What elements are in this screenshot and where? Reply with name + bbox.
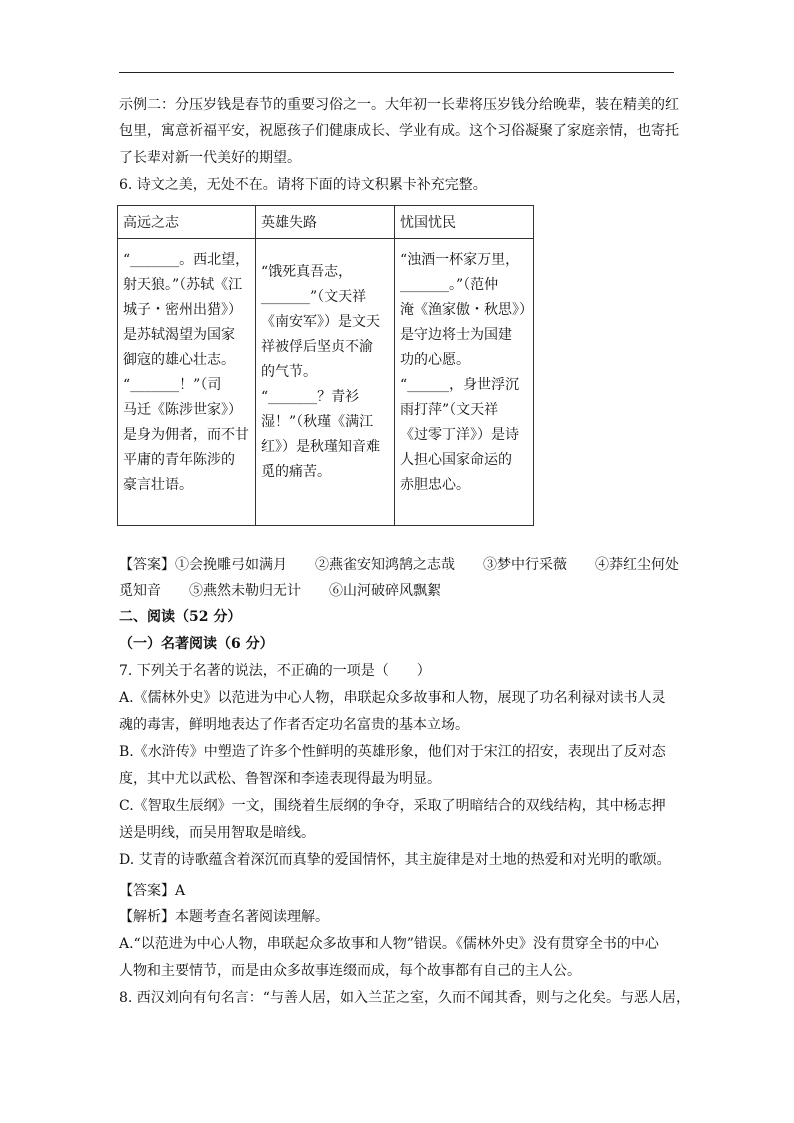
example-line: 了长辈对新一代美好的期望。 (119, 150, 301, 166)
cell-line: “______，身世浮沉 (400, 377, 520, 393)
subsection-heading: （一）名著阅读（6 分） (119, 636, 274, 652)
cell-line: 是身为佣者，而不甘 (123, 427, 249, 443)
cell-line: 射天狼。”（苏轼《江 (123, 277, 243, 293)
table-cell (395, 239, 534, 526)
cell-line: 是苏轼渴望为国家 (123, 327, 235, 343)
cell-line: 御寇的雄心壮志。 (123, 352, 235, 368)
option-line: B.《水浒传》中塑造了许多个性鲜明的英雄形象，他们对于宋江的招安，表现出了反对态 (119, 744, 666, 760)
question-7: 7. 下列关于名著的说法，不正确的一项是（ ） (119, 663, 431, 679)
cell-line: 功的心愿。 (400, 352, 470, 368)
section-heading: 二、阅读（52 分） (119, 609, 242, 625)
cell-line: “浊酒一杯家万里， (400, 252, 520, 268)
question-8: 8. 西汉刘向有句名言：“与善人居，如入兰芷之室，久而不闻其香，则与之化矣。与恶人居， (119, 990, 690, 1006)
option-line: A.《儒林外史》以范进为中心人物，串联起众多故事和人物，展现了功名利禄对读书人灵 (119, 690, 666, 706)
analysis-line: 人物和主要情节，而是由众多故事连缀而成，每个故事都有自己的主人公。 (119, 963, 581, 979)
header-rule (119, 72, 674, 73)
cell-line: 雨打萍”（文天祥 (400, 402, 499, 418)
table-cell (256, 239, 395, 526)
example-line: 示例二：分压岁钱是春节的重要习俗之一。大年初一长辈将压岁钱分给晚辈，装在精美的红 (119, 97, 679, 113)
cell-line: 赤胆忠心。 (400, 477, 470, 493)
answer-7: 【答案】A (119, 883, 186, 899)
analysis-7: 【解析】本题考查名著阅读理解。 (119, 909, 329, 925)
cell-line: “_______。西北望， (123, 252, 250, 268)
cell-line: 是守边将士为国建 (400, 327, 512, 343)
cell-line: “饿死真吾志， (261, 264, 353, 280)
cell-line: 人担心国家命运的 (400, 452, 512, 468)
option-line: 魂的毒害，鲜明地表达了作者否定功名富贵的基本立场。 (119, 717, 469, 733)
poem-card-table (117, 205, 534, 526)
table-header: 忧国忧民 (395, 206, 534, 239)
table-header: 英雄失路 (256, 206, 395, 239)
option-line: 度，其中尤以武松、鲁智深和李逵表现得最为明显。 (119, 771, 441, 787)
example-line: 包里，寓意祈福平安，祝愿孩子们健康成长、学业有成。这个习俗凝聚了家庭亲情，也寄托 (119, 123, 679, 139)
cell-line: 平庸的青年陈涉的 (123, 452, 235, 468)
cell-line: 红》）是秋瑾知音难 (261, 439, 380, 455)
table-cell (118, 239, 256, 526)
cell-line: 的气节。 (261, 364, 317, 380)
cell-line: 《过零丁洋》）是诗 (400, 427, 519, 443)
cell-line: 淹《渔家傲・秋思》） (400, 302, 533, 318)
cell-line: _______”（文天祥 (261, 289, 367, 305)
cell-line: “_______！”（司 (123, 377, 222, 393)
cell-line: 马迁《陈涉世家》） (123, 402, 242, 418)
cell-line: 豪言壮语。 (123, 477, 193, 493)
cell-line: 祥被俘后坚贞不渝 (261, 339, 373, 355)
option-line: C.《智取生辰纲》一文，围绕着生辰纲的争夺，采取了明暗结合的双线结构，其中杨志押 (119, 798, 666, 814)
cell-line: 觅的痛苦。 (261, 464, 331, 480)
answer-6: 【答案】①会挽雕弓如满月 ②燕雀安知鸿鹄之志哉 ③梦中行采薇 ④莽红尘何处 (119, 557, 679, 573)
cell-line: “_______？青衫 (261, 389, 360, 405)
table-header: 高远之志 (118, 206, 256, 239)
cell-line: _______。”（范仲 (400, 277, 499, 293)
option-line: D. 艾青的诗歌蕴含着深沉而真挚的爱国情怀，其主旋律是对土地的热爱和对光明的歌颂。 (119, 852, 671, 868)
cell-line: 城子・密州出猎》） (123, 302, 242, 318)
answer-6: 觅知音 ⑤燕然未勒归无计 ⑥山河破碎风飘絮 (119, 583, 441, 599)
cell-line: 湿！”（秋瑾《满江 (261, 414, 374, 430)
analysis-line: A.“以范进为中心人物，串联起众多故事和人物”错误。《儒林外史》没有贯穿全书的中心 (119, 936, 659, 952)
question-6: 6. 诗文之美，无处不在。请将下面的诗文积累卡补充完整。 (119, 177, 487, 193)
cell-line: 《南安军》）是文天 (261, 314, 380, 330)
option-line: 送是明线，而吴用智取是暗线。 (119, 825, 315, 841)
